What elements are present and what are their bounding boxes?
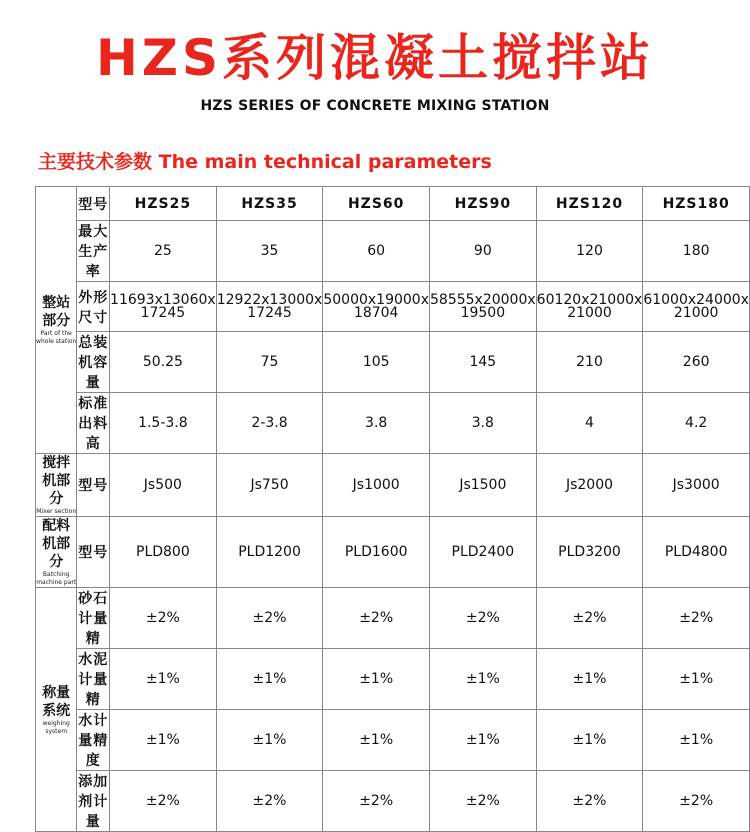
value-cell: Js750 — [216, 454, 323, 517]
value-cell: Js1500 — [430, 454, 537, 517]
group-name: 整站部分 — [42, 295, 71, 329]
value-cell: ±2% — [110, 588, 217, 649]
group-cell — [36, 588, 77, 832]
value-cell: ±2% — [323, 588, 430, 649]
page-subtitle: HZS SERIES OF CONCRETE MIXING STATION — [200, 98, 550, 114]
value-cell: ±2% — [643, 771, 750, 832]
value-cell: Js1000 — [323, 454, 430, 517]
value-cell: ±1% — [643, 710, 750, 771]
param-label: 总装机容量 — [77, 332, 110, 393]
param-label: 型号 — [77, 517, 110, 588]
value-line: 11693x13060x — [110, 291, 216, 308]
group-english: Part of the — [40, 330, 72, 337]
group-english: Mixer section — [36, 508, 77, 515]
param-label: 最大生产率 — [77, 221, 110, 282]
param-label: 型号 — [77, 187, 110, 221]
table-row — [36, 588, 750, 649]
value-cell: ±1% — [536, 649, 643, 710]
value-line: 19500 — [460, 304, 506, 321]
group-name: 称量系统 — [42, 684, 71, 719]
value-cell: Js2000 — [536, 454, 643, 517]
table-row — [36, 517, 750, 588]
param-label: 水计量精度 — [77, 710, 110, 771]
model-header-cell: HZS60 — [323, 187, 430, 221]
value-cell: PLD2400 — [430, 517, 537, 588]
value-cell: PLD4800 — [643, 517, 750, 588]
table-row — [36, 454, 750, 517]
model-header-cell: HZS180 — [643, 187, 750, 221]
value-cell: PLD1200 — [216, 517, 323, 588]
value-cell: 145 — [430, 332, 537, 393]
value-cell: 90 — [430, 221, 537, 282]
value-cell: ±2% — [216, 588, 323, 649]
value-line: 60120x21000x — [536, 291, 643, 308]
value-cell: 25 — [110, 221, 217, 282]
value-line: 18704 — [353, 304, 399, 321]
model-header-cell: HZS90 — [430, 187, 537, 221]
value-cell: 4 — [536, 393, 643, 454]
value-line: 58555x20000x — [430, 291, 536, 308]
group-name: 配料机部分 — [42, 518, 71, 570]
param-label: 砂石计量精 — [77, 588, 110, 649]
spec-table — [35, 186, 750, 832]
value-cell: ±2% — [430, 588, 537, 649]
value-cell: 120 — [536, 221, 643, 282]
table-row — [36, 771, 750, 832]
value-cell: ±2% — [110, 771, 217, 832]
value-cell: 260 — [643, 332, 750, 393]
value-cell: 210 — [536, 332, 643, 393]
value-cell: ±2% — [643, 588, 750, 649]
value-line: 50000x19000x — [323, 291, 430, 308]
value-cell — [536, 282, 643, 332]
value-cell — [643, 282, 750, 332]
value-cell: ±2% — [323, 771, 430, 832]
table-row — [36, 332, 750, 393]
param-label: 外形尺寸 — [77, 282, 110, 332]
value-cell: 105 — [323, 332, 430, 393]
value-cell — [110, 282, 217, 332]
value-cell: Js500 — [110, 454, 217, 517]
value-cell: 50.25 — [110, 332, 217, 393]
value-line: 21000 — [567, 304, 612, 321]
group-cell — [36, 454, 77, 517]
value-line: 17245 — [140, 304, 186, 321]
value-line: 21000 — [673, 304, 719, 321]
value-cell: Js3000 — [643, 454, 750, 517]
value-cell: ±1% — [216, 710, 323, 771]
value-cell — [216, 282, 323, 332]
value-cell: 1.5-3.8 — [110, 393, 217, 454]
table-row — [36, 393, 750, 454]
value-cell: ±1% — [323, 649, 430, 710]
table-row — [36, 187, 750, 221]
value-line: 17245 — [247, 304, 292, 321]
table-row — [36, 710, 750, 771]
value-cell: ±2% — [536, 588, 643, 649]
value-cell: PLD3200 — [536, 517, 643, 588]
value-cell: PLD1600 — [323, 517, 430, 588]
group-english: whole station — [36, 338, 77, 345]
model-header-cell: HZS35 — [216, 187, 323, 221]
value-cell: ±1% — [323, 710, 430, 771]
spec-table-body — [36, 187, 750, 832]
value-cell: 4.2 — [643, 393, 750, 454]
section-heading: 主要技术参数 The main technical parameters — [38, 151, 492, 173]
value-cell: 60 — [323, 221, 430, 282]
value-line: 61000x24000x — [643, 291, 749, 308]
value-cell: PLD800 — [110, 517, 217, 588]
value-cell: ±1% — [110, 649, 217, 710]
group-cell — [36, 187, 77, 454]
param-label: 型号 — [77, 454, 110, 517]
group-english: Batching machine part — [36, 571, 77, 586]
value-cell: 3.8 — [430, 393, 537, 454]
value-cell: 180 — [643, 221, 750, 282]
value-cell: ±2% — [216, 771, 323, 832]
model-header-cell: HZS120 — [536, 187, 643, 221]
value-cell: ±1% — [643, 649, 750, 710]
page-title: HZS系列混凝土搅拌站 — [95, 29, 655, 87]
group-name: 搅拌机部分 — [42, 455, 71, 507]
value-cell — [323, 282, 430, 332]
param-label: 添加剂计量 — [77, 771, 110, 832]
group-cell — [36, 517, 77, 588]
value-cell: 35 — [216, 221, 323, 282]
value-line: 12922x13000x — [216, 291, 323, 308]
table-row — [36, 221, 750, 282]
table-row — [36, 649, 750, 710]
value-cell: 2-3.8 — [216, 393, 323, 454]
value-cell: ±1% — [430, 710, 537, 771]
param-label: 水泥计量精 — [77, 649, 110, 710]
value-cell: ±2% — [536, 771, 643, 832]
value-cell: ±1% — [216, 649, 323, 710]
value-cell: 3.8 — [323, 393, 430, 454]
value-cell — [430, 282, 537, 332]
value-cell: ±1% — [536, 710, 643, 771]
group-english: weighing system — [42, 719, 70, 735]
param-label: 标准出料高 — [77, 393, 110, 454]
table-row — [36, 282, 750, 332]
value-cell: 75 — [216, 332, 323, 393]
value-cell: ±2% — [430, 771, 537, 832]
value-cell: ±1% — [110, 710, 217, 771]
value-cell: ±1% — [430, 649, 537, 710]
model-header-cell: HZS25 — [110, 187, 217, 221]
